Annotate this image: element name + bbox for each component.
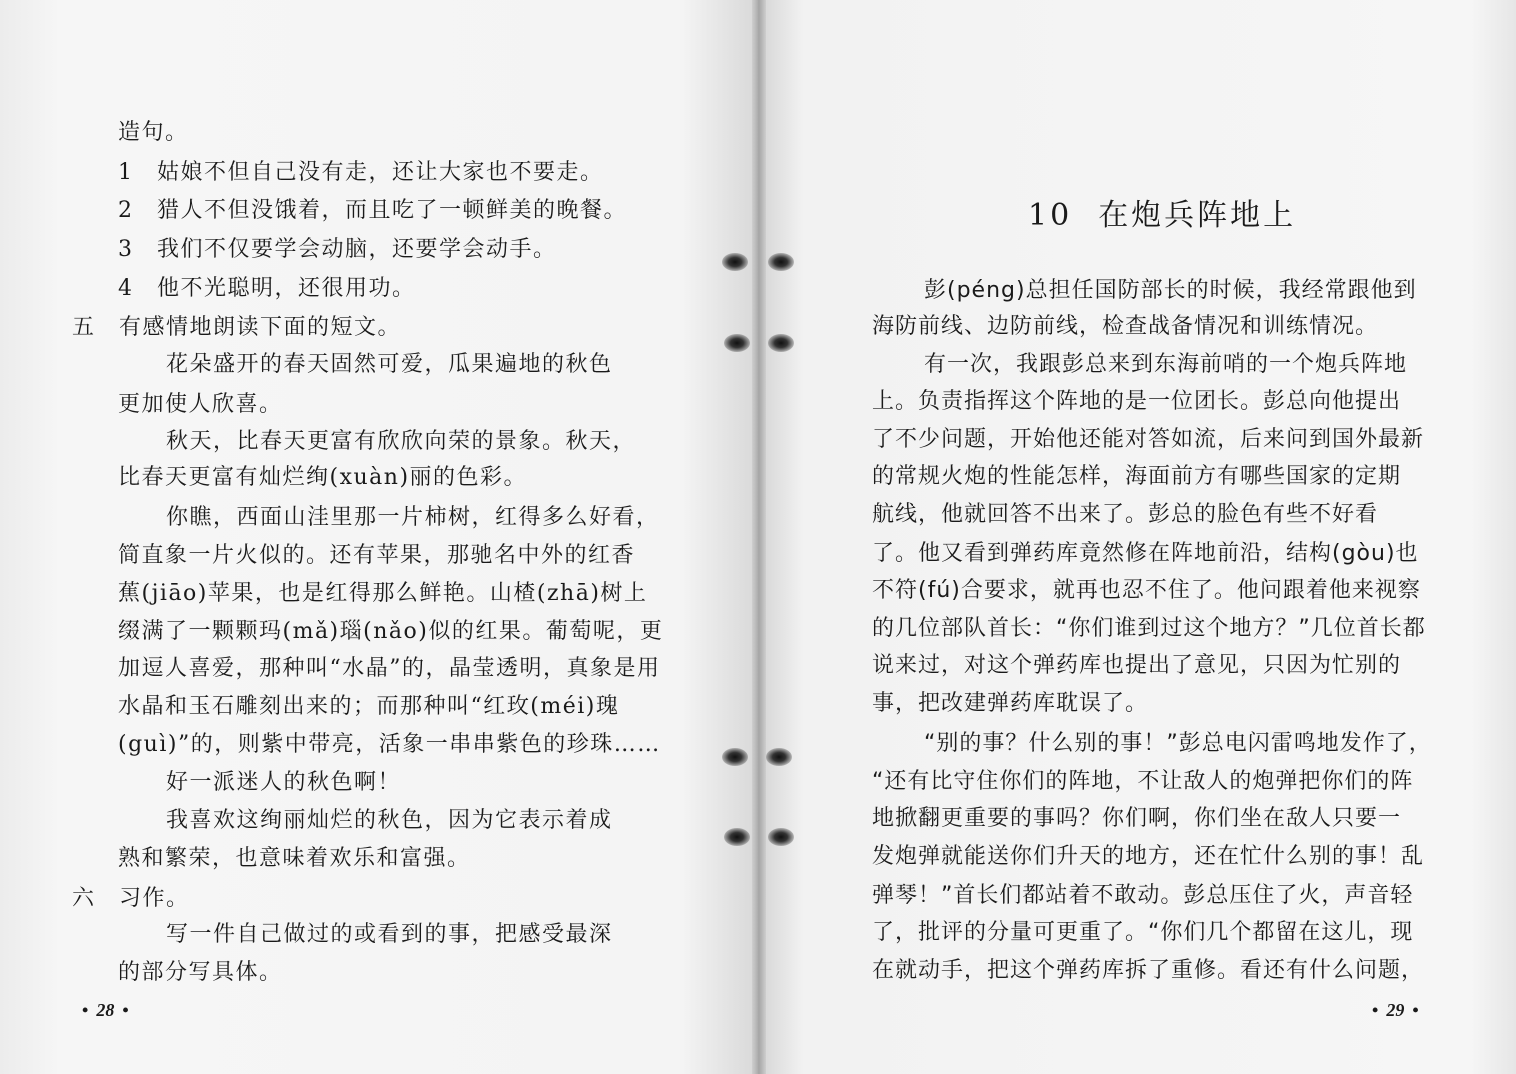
text-line: 彭(péng)总担任国防部长的时候，我经常跟他到 [924,278,1417,303]
text-line: 的常规火炮的性能怎样，海面前方有哪些国家的定期 [872,464,1402,489]
staple-hole [724,828,750,846]
text-line: 2 猎人不但没饿着，而且吃了一顿鲜美的晚餐。 [118,198,627,223]
book-gutter [752,0,766,1074]
section-heading: 六 习作。 [72,886,190,911]
text-line: 弹琴！”首长们都站着不敢动。彭总压住了火，声音轻 [872,883,1414,908]
text-line: 在就动手，把这个弹药库拆了重修。看还有什么问题， [872,958,1425,983]
text-line: 说来过，对这个弹药库也提出了意见，只因为忙别的 [872,653,1402,678]
text-line: 熟和繁荣，也意味着欢乐和富强。 [118,846,471,871]
staple-hole [768,334,794,352]
page-number-value: 29 [1386,1000,1405,1020]
staple-hole [722,748,748,766]
text-line: 发炮弹就能送你们升天的地方，还在忙什么别的事！乱 [872,844,1425,869]
staple-hole [722,253,748,271]
text-line: 上。负责指挥这个阵地的是一位团长。彭总向他提出 [872,389,1402,414]
text-line: 了不少问题，开始他还能对答如流，后来问到国外最新 [872,427,1425,452]
text-line: 水晶和玉石雕刻出来的；而那种叫“红玫(méi)瑰 [118,694,620,719]
text-line: (guì)”的，则紫中带亮，活象一串串紫色的珍珠…… [118,732,661,757]
text-line: 缀满了一颗颗玛(mǎ)瑙(nǎo)似的红果。葡萄呢，更 [118,619,664,644]
staple-hole [768,828,794,846]
text-line: 花朵盛开的春天固然可爱，瓜果遍地的秋色 [166,352,613,377]
text-line: 造句。 [118,120,189,145]
staple-hole [768,253,794,271]
text-line: 蕉(jiāo)苹果，也是红得那么鲜艳。山楂(zhā)树上 [118,581,648,606]
text-line: 加逗人喜爱，那种叫“水晶”的，晶莹透明，真象是用 [118,656,661,681]
text-line: 秋天，比春天更富有欣欣向荣的景象。秋天， [166,429,637,454]
lesson-number: 10 [1028,198,1073,233]
right-page [758,0,1516,1074]
text-line: “还有比守住你们的阵地，不让敌人的炮弹把你们的阵 [872,769,1414,794]
page-number: • 29 • [1372,1000,1419,1020]
text-line: 航线，他就回答不出来了。彭总的脸色有些不好看 [872,502,1379,527]
lesson-heading [1028,196,1296,236]
text-line: 我喜欢这绚丽灿烂的秋色，因为它表示着成 [166,808,613,833]
text-line: 你瞧，西面山洼里那一片柿树，红得多么好看， [166,505,660,530]
text-line: 好一派迷人的秋色啊！ [166,770,402,795]
staple-hole [766,748,792,766]
text-line: 4 他不光聪明，还很用功。 [118,276,416,301]
page-number-value: 28 [96,1000,115,1020]
text-line: “别的事？什么别的事！”彭总电闪雷鸣地发作了， [924,731,1432,756]
text-line: 了，批评的分量可更重了。“你们几个都留在这儿，现 [872,920,1414,945]
text-line: 更加使人欣喜。 [118,392,283,417]
section-heading: 五 有感情地朗读下面的短文。 [72,315,402,340]
text-line: 简直象一片火似的。还有苹果，那驰名中外的红香 [118,543,636,568]
staple-hole [724,334,750,352]
text-line: 有一次，我跟彭总来到东海前哨的一个炮兵阵地 [924,352,1408,377]
text-line: 写一件自己做过的或看到的事，把感受最深 [166,922,613,947]
page-number: • 28 • [82,1000,129,1020]
text-line: 了。他又看到弹药库竟然修在阵地前沿，结构(gòu)也 [872,541,1419,566]
text-line: 不符(fú)合要求，就再也忍不住了。他问跟着他来视察 [872,578,1421,603]
text-line: 地掀翻更重要的事吗？你们啊，你们坐在敌人只要一 [872,806,1402,831]
lesson-title: 在炮兵阵地上 [1098,198,1297,233]
text-line: 比春天更富有灿烂绚(xuàn)丽的色彩。 [118,465,528,490]
text-line: 海防前线、边防前线，检查战备情况和训练情况。 [872,314,1379,339]
text-line: 1 姑娘不但自己没有走，还让大家也不要走。 [118,160,604,185]
text-line: 事，把改建弹药库耽误了。 [872,691,1149,716]
text-line: 3 我们不仅要学会动脑，还要学会动手。 [118,237,557,262]
text-line: 的部分写具体。 [118,960,283,985]
text-line: 的几位部队首长：“你们谁到过这个地方？”几位首长都 [872,616,1426,641]
